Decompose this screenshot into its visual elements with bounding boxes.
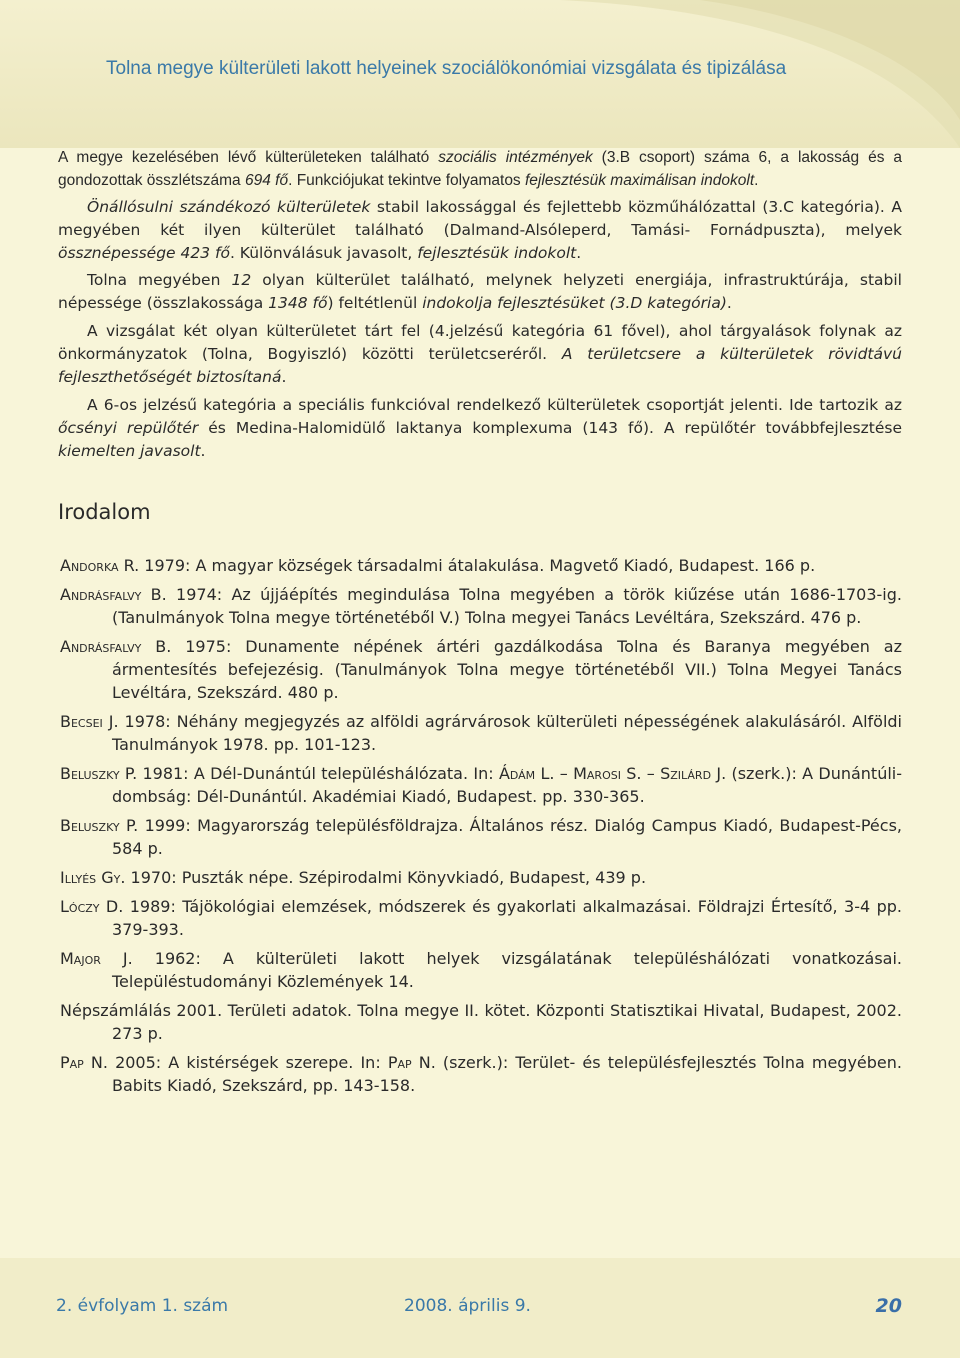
- text-run: (3.B csoport) száma 6, a lakosság és a gondozottak összlétszáma: [58, 149, 903, 189]
- footer-date: 2008. április 9.: [404, 1296, 531, 1316]
- reference-text: B. 1974: Az újjáépítés megindulása Tolna megyében a török kiűzése után 1686-1703-ig. (Tanulmányok Tolna megye történetéből V.) Tolna megyei Tanács Levéltára, Szekszárd. 476 p.: [112, 585, 902, 627]
- reference-editor: Pap: [387, 1053, 412, 1072]
- reference-editor: Marosi: [573, 764, 621, 783]
- text-run: Tolna megyében: [87, 271, 232, 289]
- reference-text: J. (szerk.): A Dunántúli-dombság: Dél-Dunántúl. Akadémiai Kiadó, Budapest. pp. 330-365.: [112, 764, 903, 806]
- emphasis: össznépessége 423 fő: [58, 244, 230, 262]
- text-run: . Funkciójukat tekintve folyamatos: [288, 172, 525, 189]
- text-run: ) feltétlenül: [327, 294, 423, 312]
- text-run: .: [200, 442, 206, 460]
- text-run: .: [576, 244, 582, 262]
- reference-author: Andrásfalvy: [60, 637, 142, 656]
- paragraph: [58, 146, 902, 192]
- reference-text: J. 1962: A külterületi lakott helyek vizsgálatának településhálózati vonatkozásai. Településtudományi Közlemények 14.: [100, 949, 902, 991]
- reference-item: [60, 866, 902, 889]
- reference-author: Illyés Gy: [60, 868, 121, 887]
- reference-author: Beluszky: [60, 764, 120, 783]
- emphasis: kiemelten javasolt: [58, 442, 201, 460]
- reference-text: L. –: [535, 764, 574, 783]
- text-run: .: [754, 172, 759, 189]
- paragraph: [58, 269, 902, 315]
- paragraph: [58, 320, 902, 389]
- reference-author: Lóczy: [60, 897, 100, 916]
- reference-item: [60, 947, 902, 993]
- reference-item: [60, 762, 902, 808]
- reference-text: P. 1999: Magyarország településföldrajza. Általános rész. Dialóg Campus Kiadó, Budapest-Pécs, 584 p.: [112, 816, 902, 858]
- paragraph: [58, 394, 902, 463]
- text-run: A megye kezelésében lévő külterületeken található: [58, 149, 439, 166]
- reference-text: N. 2005: A kistérségek szerepe. In:: [83, 1053, 388, 1072]
- body-text: [58, 146, 902, 468]
- reference-text: B. 1975: Dunamente népének ártéri gazdálkodása Tolna és Baranya megyében az ármentesítés befejezésig. (Tanulmányok Tolna megye történetéből VII.) Tolna Megyei Tanács Levéltára, Szekszárd. 480 p.: [112, 637, 902, 702]
- reference-author: Andorka: [60, 556, 119, 575]
- reference-item: [60, 814, 902, 860]
- page-footer: [0, 1258, 960, 1358]
- emphasis: 1348 fő: [268, 294, 328, 312]
- text-run: A vizsgálat két olyan külterületet tárt fel (4.jelzésű kategória 61 fővel), ahol tárgyalások folynak az önkormányzatok (Tolna, Bogyiszló) közötti területcseréről.: [58, 322, 902, 363]
- reference-text: . 1970: Puszták népe. Szépirodalmi Könyvkiadó, Budapest, 439 p.: [120, 868, 647, 887]
- reference-text: N. (szerk.): Terület- és településfejlesztés Tolna megyében. Babits Kiadó, Szekszárd, pp. 143-158.: [112, 1053, 902, 1095]
- reference-text: R. 1979: A magyar községek társadalmi átalakulása. Magvető Kiadó, Budapest. 166 p.: [118, 556, 816, 575]
- reference-editor: Szilárd: [660, 764, 712, 783]
- reference-item: [60, 583, 902, 629]
- emphasis: fejlesztésük maximálisan indokolt: [525, 172, 755, 189]
- paragraph: [58, 196, 902, 265]
- reference-item: [60, 554, 902, 577]
- reference-editor: Ádám: [498, 764, 536, 783]
- reference-text: P. 1981: A Dél-Dunántúl településhálózata. In:: [119, 764, 499, 783]
- reference-author: Becsei: [60, 712, 103, 731]
- reference-author: Beluszky: [60, 816, 120, 835]
- reference-item: [60, 999, 902, 1045]
- emphasis: Önállósulni szándékozó külterületek: [87, 198, 371, 216]
- reference-item: [60, 710, 902, 756]
- reference-text: S. –: [620, 764, 661, 783]
- reference-author: Major: [60, 949, 101, 968]
- emphasis: A területcsere a külterületek rövidtávú fejleszthetőségét biztosítaná: [58, 345, 902, 386]
- reference-author: Pap: [60, 1053, 84, 1072]
- reference-item: [60, 635, 902, 704]
- text-run: . Különválásuk javasolt,: [229, 244, 418, 262]
- reference-item: [60, 895, 902, 941]
- text-run: A 6-os jelzésű kategória a speciális funkcióval rendelkező külterületek csoportját jelenti. Ide tartozik az: [87, 396, 902, 414]
- emphasis: 12: [231, 271, 252, 289]
- text-run: olyan külterület található, melynek helyzeti energiája, infrastruktúrája, stabil népessége (összlakossága: [58, 271, 902, 312]
- header-title: Tolna megye külterületi lakott helyeinek szociálökonómiai vizsgálata és tipizálása: [106, 58, 787, 79]
- reference-author: Andrásfalvy: [60, 585, 142, 604]
- reference-item: [60, 1051, 902, 1097]
- reference-list: [60, 554, 902, 1103]
- reference-text: D. 1989: Tájökológiai elemzések, módszerek és gyakorlati alkalmazásai. Földrajzi Értesítő, 3-4 pp. 379-393.: [99, 897, 902, 939]
- text-run: .: [281, 368, 287, 386]
- emphasis: 694 fő: [244, 172, 289, 189]
- reference-text: Népszámlálás 2001. Területi adatok. Tolna megye II. kötet. Központi Statisztikai Hivatal, Budapest, 2002. 273 p.: [60, 1001, 902, 1043]
- emphasis: szociális intézmények: [438, 149, 593, 166]
- text-run: .: [726, 294, 732, 312]
- section-heading: Irodalom: [58, 500, 151, 524]
- footer-volume: 2. évfolyam 1. szám: [56, 1296, 229, 1316]
- emphasis: őcsényi repülőtér: [58, 419, 199, 437]
- page-number: 20: [875, 1295, 902, 1317]
- emphasis: indokolja fejlesztésüket (3.D kategória): [422, 294, 727, 312]
- emphasis: fejlesztésük indokolt: [417, 244, 577, 262]
- text-run: és Medina-Halomidülő laktanya komplexuma (143 fő). A repülőtér továbbfejlesztése: [198, 419, 902, 437]
- reference-text: J. 1978: Néhány megjegyzés az alföldi agrárvárosok külterületi népességének alakulásáról. Alföldi Tanulmányok 1978. pp. 101-123.: [102, 712, 902, 754]
- text-run: stabil lakossággal és fejlettebb közműhálózattal (3.C kategória). A megyében két ilyen külterület található (Dalmand-Alsóleperd, Tamási- Fornádpuszta), melyek: [58, 198, 902, 239]
- page-header: [0, 0, 960, 148]
